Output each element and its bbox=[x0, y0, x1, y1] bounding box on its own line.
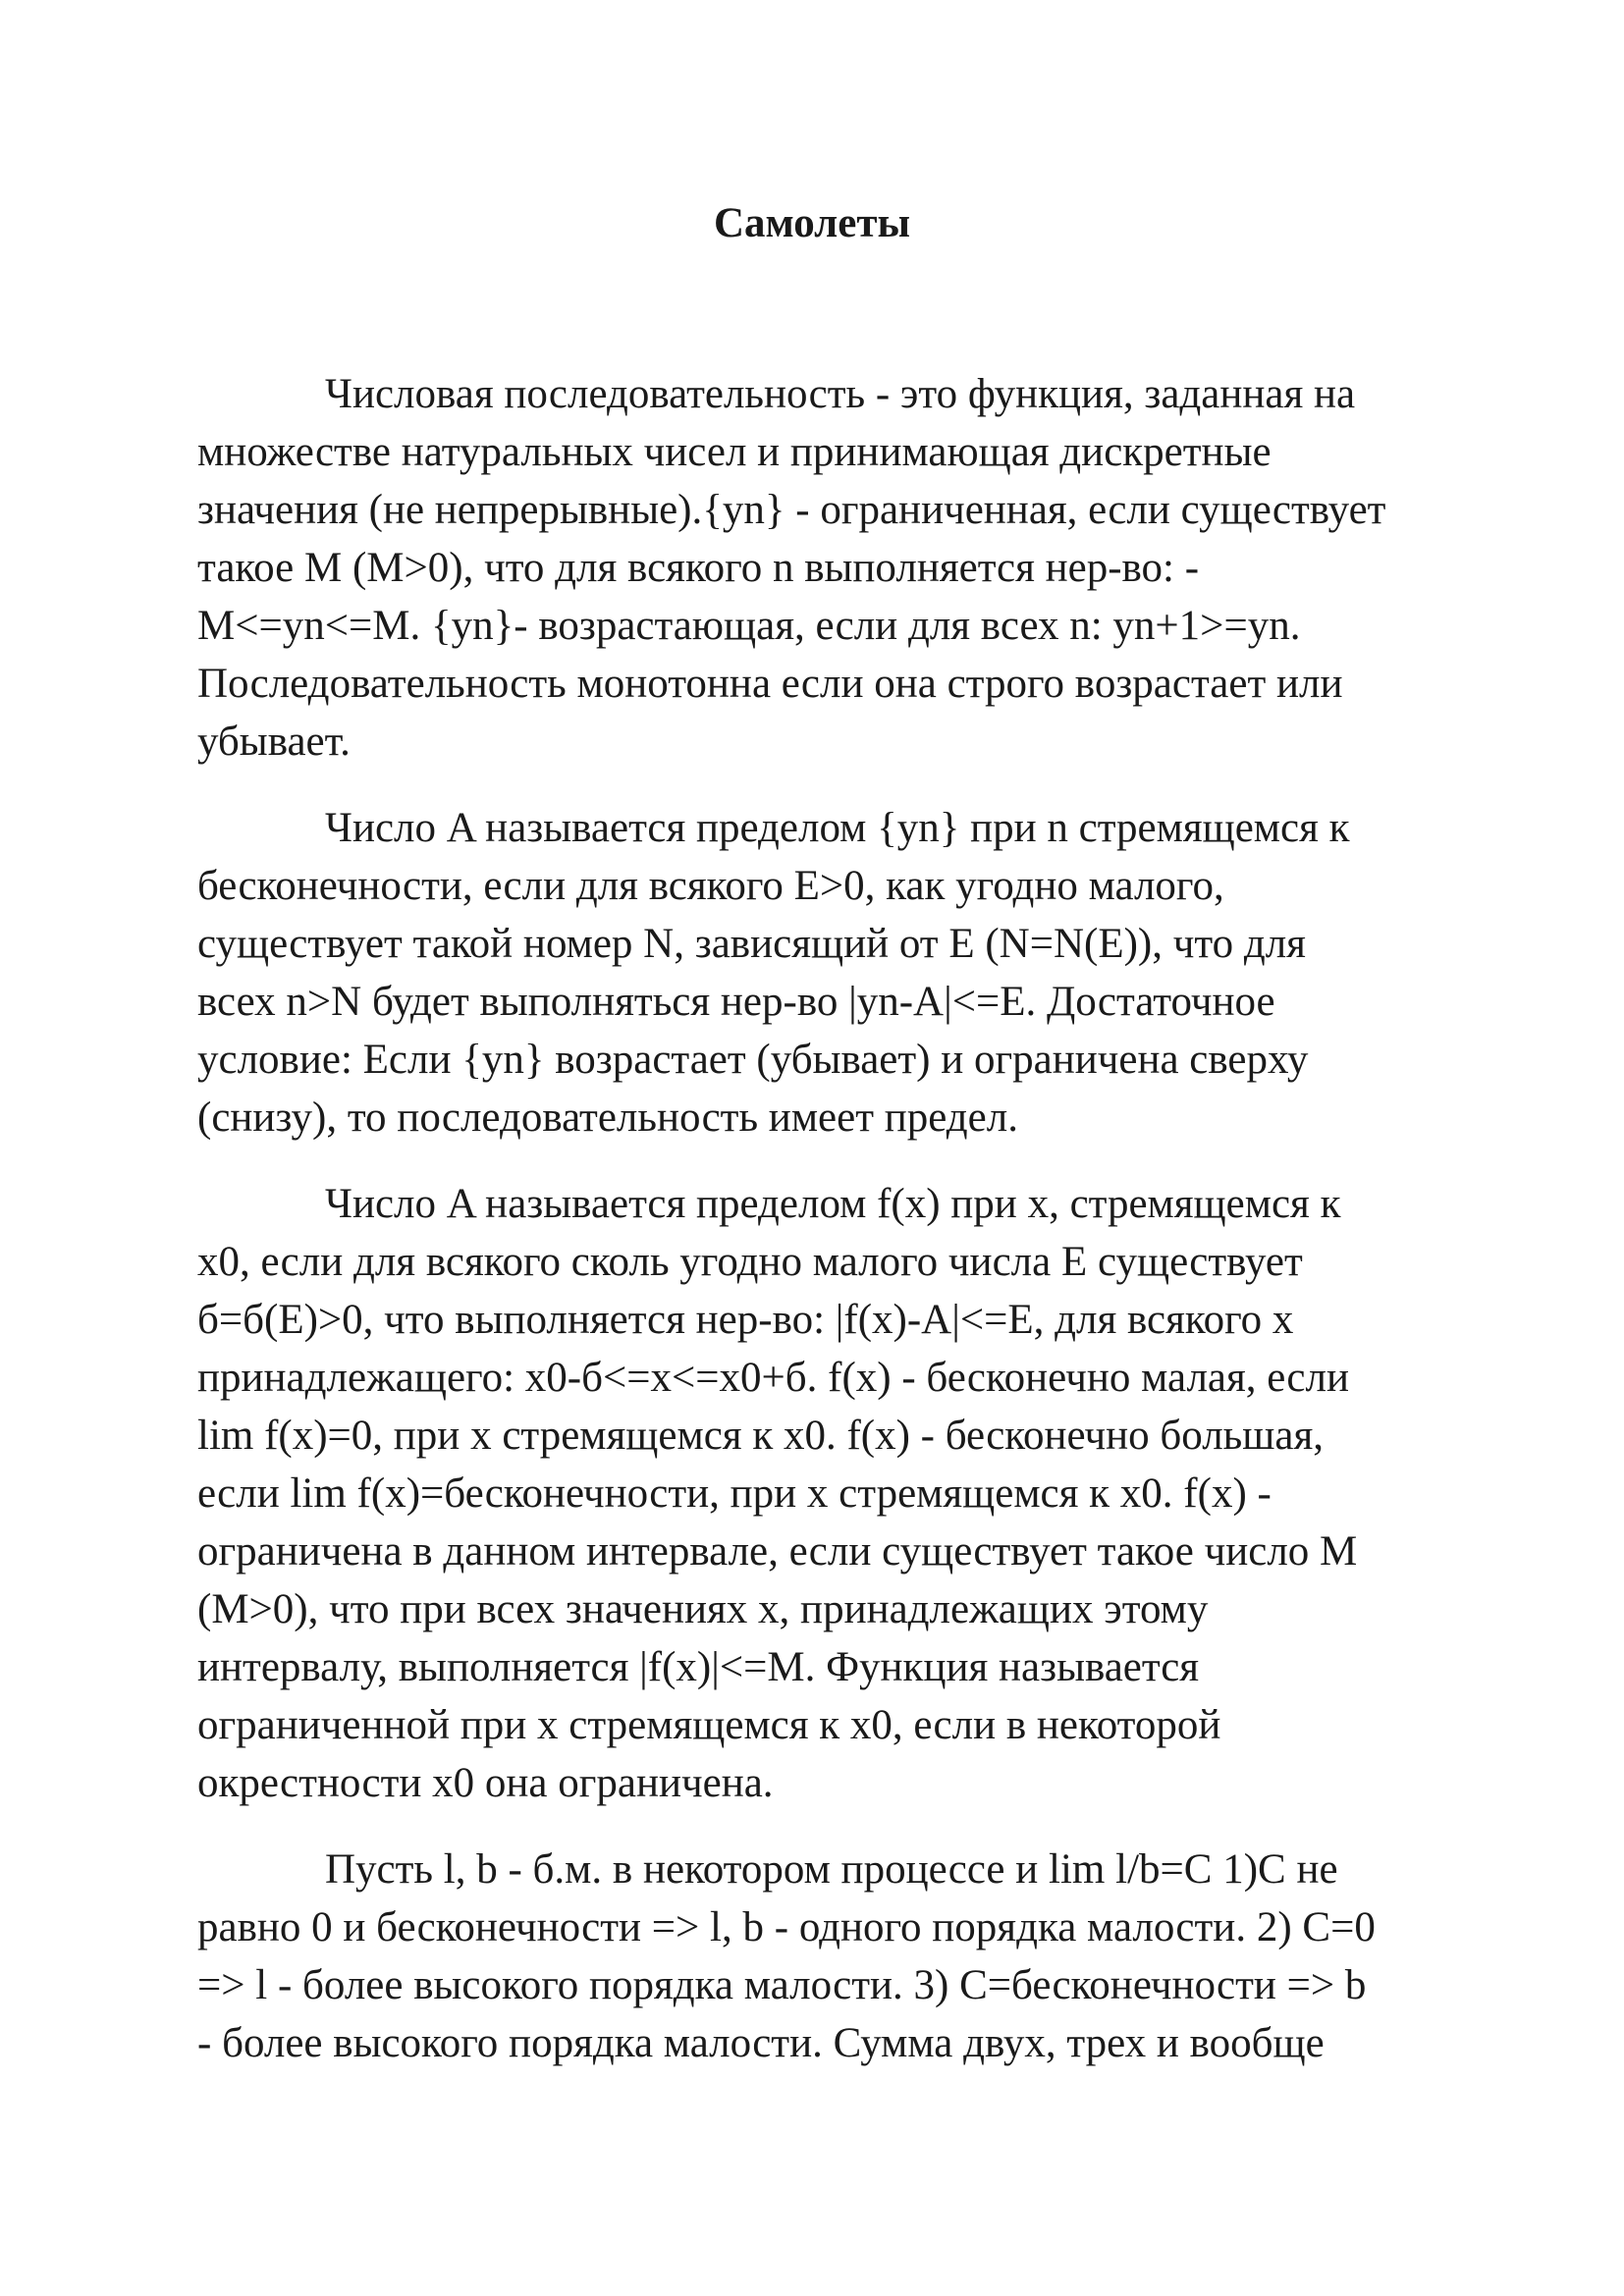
document-body bbox=[197, 365, 1439, 2101]
paragraph-sequence-definition bbox=[197, 365, 1439, 771]
text-line: x0, если для всякого сколь угодно малого числа E существует bbox=[197, 1239, 1303, 1285]
text-line: Число A называется пределом {yn} при n стремящемся к bbox=[325, 805, 1350, 851]
text-line: убывает. bbox=[197, 719, 351, 765]
text-line: существует такой номер N, зависящий от E (N=N(E)), что для bbox=[197, 921, 1306, 967]
text-line: множестве натуральных чисел и принимающая дискретные bbox=[197, 429, 1272, 475]
text-line: такое M (M>0), что для всякого n выполняется нер-во: - bbox=[197, 545, 1200, 591]
text-line: бесконечности, если для всякого E>0, как угодно малого, bbox=[197, 863, 1224, 909]
text-line: если lim f(x)=бесконечности, при x стремящемся к x0. f(x) - bbox=[197, 1470, 1272, 1517]
text-line: Число A называется пределом f(x) при x, стремящемся к bbox=[325, 1181, 1341, 1227]
paragraph-sequence-limit bbox=[197, 799, 1439, 1147]
text-line: (M>0), что при всех значениях x, принадлежащих этому bbox=[197, 1586, 1209, 1632]
text-line: б=б(E)>0, что выполняется нер-во: |f(x)-A|<=E, для всякого x bbox=[197, 1297, 1294, 1343]
text-line: => l - более высокого порядка малости. 3) C=бесконечности => b bbox=[197, 1962, 1367, 2008]
paragraph-infinitesimals bbox=[197, 1841, 1439, 2072]
text-line: равно 0 и бесконечности => l, b - одного порядка малости. 2) C=0 bbox=[197, 1904, 1376, 1950]
text-line: принадлежащего: x0-б<=x<=x0+б. f(x) - бесконечно малая, если bbox=[197, 1355, 1349, 1401]
text-line: всех n>N будет выполняться нер-во |yn-A|<=E. Достаточное bbox=[197, 979, 1275, 1025]
text-line: lim f(x)=0, при x стремящемся к x0. f(x) - бесконечно большая, bbox=[197, 1413, 1325, 1459]
text-line: ограниченной при x стремящемся к x0, если в некоторой bbox=[197, 1702, 1221, 1748]
text-line: интервалу, выполняется |f(x)|<=M. Функция называется bbox=[197, 1644, 1200, 1690]
text-line: Последовательность монотонна если она строго возрастает или bbox=[197, 661, 1343, 707]
text-line: - более высокого порядка малости. Сумма двух, трех и вообще bbox=[197, 2020, 1325, 2066]
text-line: окрестности x0 она ограничена. bbox=[197, 1760, 774, 1806]
text-line: ограничена в данном интервале, если существует такое число M bbox=[197, 1528, 1358, 1575]
text-line: M<=yn<=M. {yn}- возрастающая, если для всех n: yn+1>=yn. bbox=[197, 603, 1301, 649]
text-line: Числовая последовательность - это функция, заданная на bbox=[325, 371, 1356, 417]
text-line: (снизу), то последовательность имеет предел. bbox=[197, 1095, 1018, 1141]
paragraph-function-limit bbox=[197, 1175, 1439, 1812]
text-line: Пусть l, b - б.м. в некотором процессе и lim l/b=C 1)C не bbox=[325, 1846, 1338, 1893]
text-line: значения (не непрерывные).{yn} - ограниченная, если существует bbox=[197, 487, 1386, 533]
text-line: условие: Если {yn} возрастает (убывает) и ограничена сверху bbox=[197, 1037, 1309, 1083]
document-title: Самолеты bbox=[713, 200, 911, 246]
